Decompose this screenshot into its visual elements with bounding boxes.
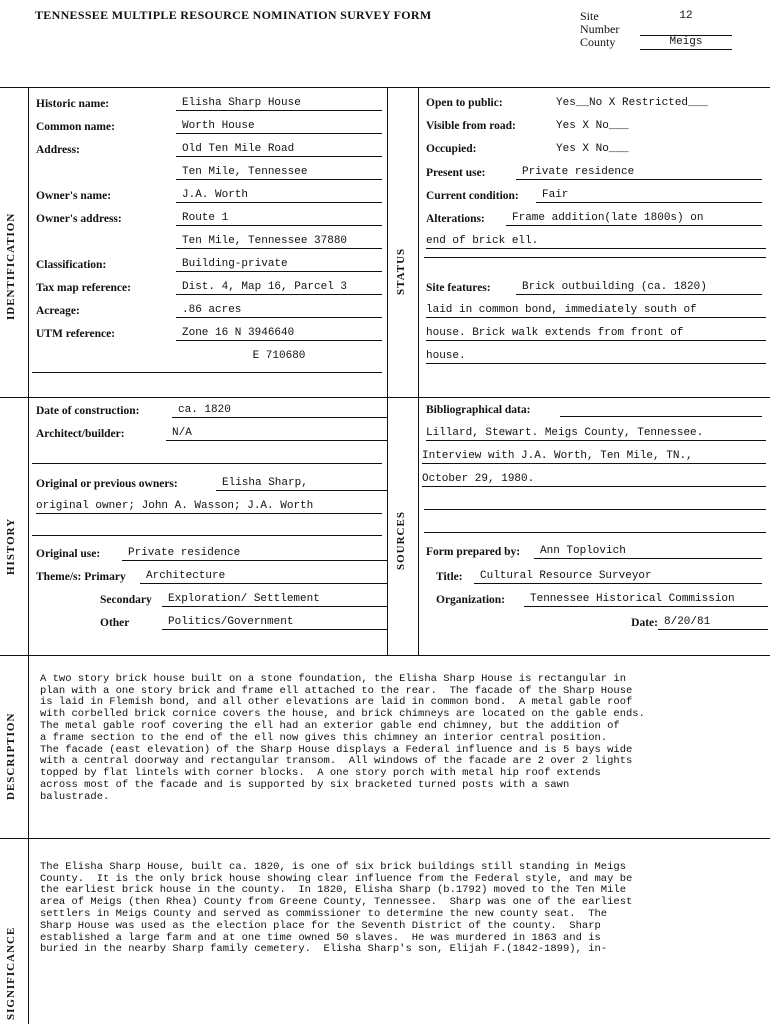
description-line: across most of the facade and is supported by six bracketed turned posts with a sawn [40,778,570,791]
prepared-by-field: Form prepared by: Ann Toplovich [426,544,762,559]
owner-address-line-2: Ten Mile, Tennessee 37880 [176,234,382,249]
utm-line-2: E 710680 [252,350,306,362]
significance-line: County. It is the only brick house showing clear influence from the Federal style, and may be [40,872,633,885]
significance-line: The Elisha Sharp House, built ca. 1820, is one of six brick buildings still standing in Meigs [40,860,626,873]
description-line: A two story brick house built on a stone foundation, the Elisha Sharp House is rectangular in [40,672,626,685]
identification-blank-line [32,372,382,373]
sources-side-label: SOURCES [395,511,407,570]
description-line: The facade (east elevation) of the Sharp House displays a Federal influence and is 5 bays wide [40,743,633,756]
classification-field: Classification: Building-private [36,257,382,272]
significance-line: Sharp House was used as the election place for the Seventh District of the county. Sharp [40,919,601,932]
site-number-label: Site Number [580,9,620,36]
rule-description [0,655,770,656]
address-field: Address: Old Ten Mile Road [36,142,382,157]
site-info [580,10,732,50]
theme-secondary-field: Secondary Exploration/ Settlement [100,592,388,607]
rule-history [0,397,770,398]
significance-line: buried in the nearby Sharp family cemetery. Elisha Sharp's son, Elijah F.(1842-1899), in- [40,943,608,956]
top-rule [0,87,770,88]
sources-blank-line-2 [424,532,766,533]
description-line: a frame section to the end of the ell now gives this chimney an interior central position. [40,731,608,744]
architect-field: Architect/builder: N/A [36,426,388,441]
left-rule [28,87,29,1024]
occupied-field: Occupied: Yes X No___ [426,143,629,155]
bibliography-line-3: October 29, 1980. [422,472,766,487]
site-number-value: 12 [640,10,732,36]
condition-field: Current condition: Fair [426,188,762,203]
original-use-field: Original use: Private residence [36,546,388,561]
site-features-field: Site features: Brick outbuilding (ca. 1820) [426,280,762,295]
address-line-2: Ten Mile, Tennessee [176,165,382,180]
present-use-field: Present use: Private residence [426,165,762,180]
description-line: topped by flat lintels with corner blocks. A one story porch with metal hip roof extends [40,767,601,780]
identification-side-label: IDENTIFICATION [5,212,17,320]
owner-address-field: Owner's address: Route 1 [36,211,382,226]
previous-owners-field: Original or previous owners: Elisha Sharp, [36,476,388,491]
significance-line: established a large farm and at one time owned 50 slaves. He was murdered in 1863 and is [40,931,601,944]
history-side-label: HISTORY [5,517,17,575]
site-features-line-4: house. [426,349,766,364]
date-prepared-field: Date: 8/20/81 [436,615,768,630]
significance-line: the earliest brick house in the county. In 1820, Elisha Sharp (b.1792) moved to the Ten Mile [40,884,626,897]
status-blank-line [424,257,766,258]
significance-line: area of Meigs (then Rhea) County from Greene County, Tennessee. Sharp was one of the earliest [40,896,633,909]
county-value: Meigs [640,36,732,50]
open-to-public-field: Open to public: Yes__No X Restricted___ [426,97,708,109]
organization-field: Organization: Tennessee Historical Commission [436,592,768,607]
description-text [40,662,645,815]
theme-primary-field: Theme/s: Primary Architecture [36,569,388,584]
history-blank-line-2 [32,535,382,536]
utm-field: UTM reference: Zone 16 N 3946640 [36,326,382,341]
significance-text [40,850,632,968]
bibliographical-field: Bibliographical data: [426,403,762,417]
historic-name-field: Historic name: Elisha Sharp House [36,96,382,111]
description-side-label: DESCRIPTION [5,712,17,800]
alterations-field: Alterations: Frame addition(late 1800s) on [426,211,762,226]
alterations-line-2: end of brick ell. [426,234,766,249]
title-field: Title: Cultural Resource Surveyor [436,569,762,584]
significance-line: settlers in Meigs County and served as commissioner to determine the new county seat. The [40,907,608,920]
description-line: with corbelled brick cornice covers the house, and brick chimneys are located on the gable ends. [40,708,645,721]
theme-other-field: Other Politics/Government [100,615,388,630]
description-line: balustrade. [40,790,110,803]
rule-significance [0,838,770,839]
visible-from-road-field: Visible from road: Yes X No___ [426,120,629,132]
tax-map-field: Tax map reference: Dist. 4, Map 16, Parcel 3 [36,280,382,295]
owner-name-field: Owner's name: J.A. Worth [36,188,382,203]
site-features-line-3: house. Brick walk extends from front of [426,326,766,341]
site-features-line-2: laid in common bond, immediately south of [426,303,766,318]
sources-blank-line-1 [424,509,766,510]
county-label: County [580,35,616,49]
description-line: The metal gable roof covering the ell had an exterior gable end chimney, but the addition of [40,719,620,732]
bibliography-line-2: Interview with J.A. Worth, Ten Mile, TN., [422,449,766,464]
history-blank-line-1 [32,463,382,464]
description-line: is laid in Flemish bond, and all other elevations are laid in common bond. A metal gable roof [40,696,633,709]
common-name-field: Common name: Worth House [36,119,382,134]
bibliography-line-1: Lillard, Stewart. Meigs County, Tennessee. [426,426,766,441]
status-side-label: STATUS [395,247,407,295]
date-of-construction-field: Date of construction: ca. 1820 [36,403,388,418]
previous-owners-line-2: original owner; John A. Wasson; J.A. Worth [36,499,382,514]
significance-side-label: SIGNIFICANCE [5,926,17,1020]
description-line: plan with a one story brick and frame ell attached to the rear. The facade of the Sharp House [40,684,633,697]
form-title: TENNESSEE MULTIPLE RESOURCE NOMINATION SURVEY FORM [35,8,432,22]
description-line: with a central doorway and rectangular transom. All windows of the facade are 2 over 2 lights [40,755,633,768]
acreage-field: Acreage: .86 acres [36,303,382,318]
mid-rule-right [418,87,419,655]
